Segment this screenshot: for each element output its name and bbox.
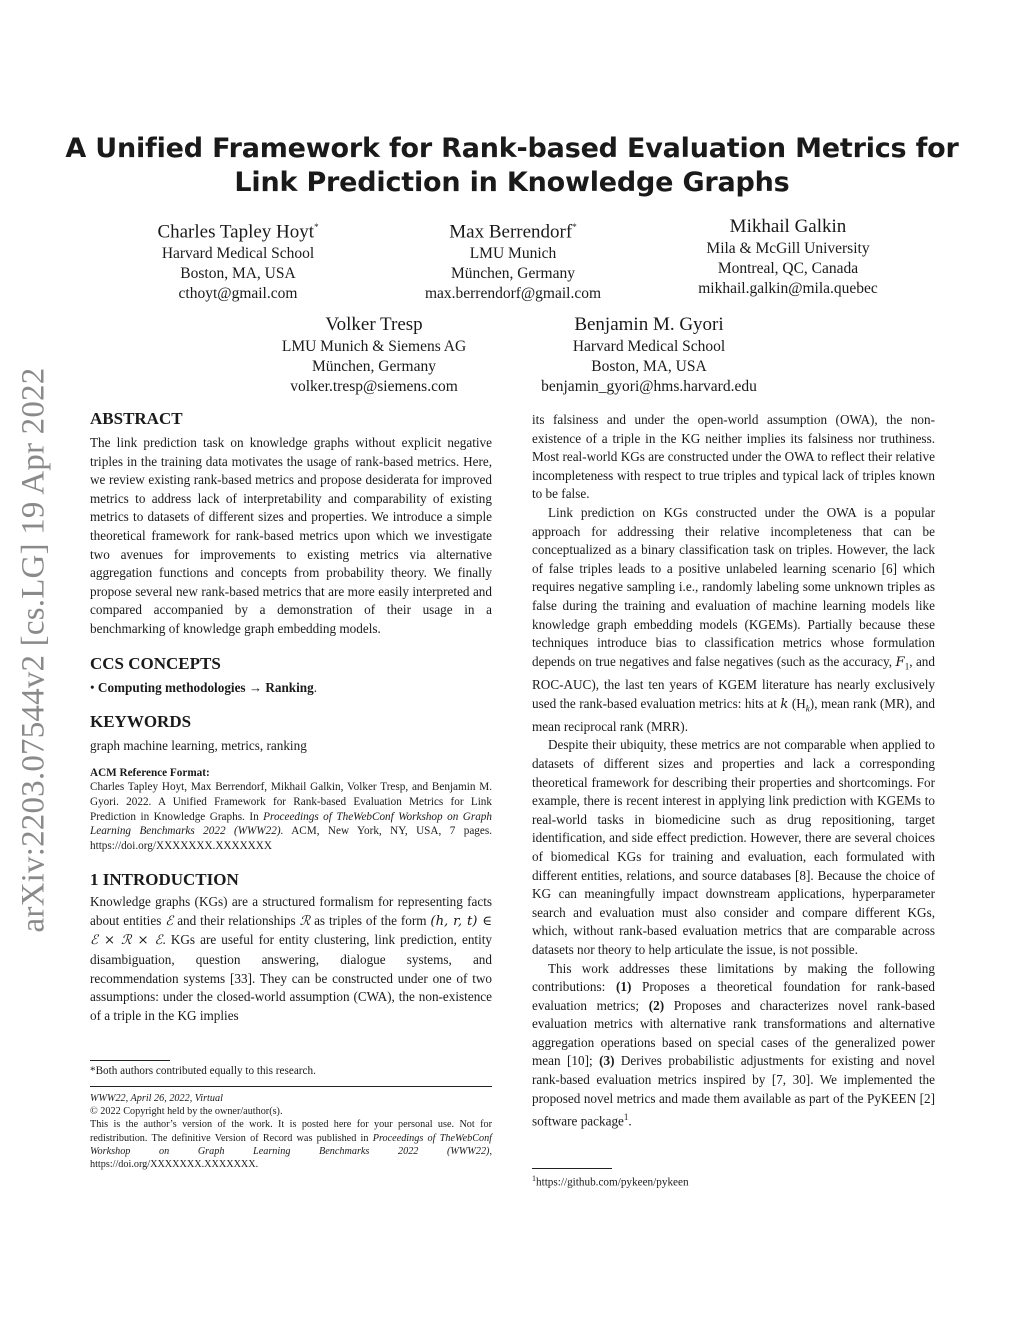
- bullet: •: [90, 679, 95, 695]
- right-paragraph-4: This work addresses these limitations by making the following contributions: (1) Proposes a theoretical foundation for rank-based evaluation metrics; (2) Proposes and characterizes novel rank-based evaluation metrics with alternative rank transformations and alternative aggregation operations based on special cases of the generalized power mean [10]; (3) Derives probabilistic adjustments for existing and novel rank-based evaluation metrics inspired by [7, 30]. We implemented the proposed novel metrics and made them available as part of the PyKEEN [2] software package$^1$.: [532, 960, 936, 1129]
- author-email: mikhail.galkin@mila.quebec: [698, 280, 878, 297]
- entity-set-symbol: ℰ: [165, 913, 174, 929]
- author-affiliation: LMU Munich & Siemens AG: [281, 338, 467, 355]
- paper-title: [60, 132, 964, 200]
- author-email: volker.tresp@siemens.com: [290, 378, 458, 395]
- copyright-line: © 2022 Copyright held by the owner/author(s).: [90, 1106, 283, 1118]
- introduction-heading: 1 INTRODUCTION: [90, 870, 239, 890]
- keywords-text: graph machine learning, metrics, ranking: [90, 738, 307, 754]
- ccs-item-computing: Computing methodologies: [97, 679, 246, 695]
- title-line-2: Link Prediction in Knowledge Graphs: [234, 167, 790, 198]
- title-line-1: A Unified Framework for Rank-based Evaluation Metrics for: [65, 133, 959, 164]
- ccs-heading: CCS CONCEPTS: [90, 653, 221, 673]
- copyright-text: This is the author’s version of the work. It is posted here for your personal use. Not for redistribution. The definitive Version of Record was published in: [90, 1119, 492, 1144]
- author-location: Boston, MA, USA: [180, 265, 296, 283]
- author-block-5: [499, 313, 799, 397]
- equal-contribution-mark: *: [314, 222, 319, 232]
- keywords-heading: KEYWORDS: [90, 712, 192, 732]
- triple-formula: (h, r, t) ∈ ℰ × ℛ × ℰ: [90, 913, 492, 949]
- author-footnote: *Both authors contributed equally to this research.: [90, 1065, 316, 1077]
- ccs-arrow: →: [248, 679, 263, 695]
- abstract-heading: ABSTRACT: [90, 409, 183, 428]
- author-name: Max Berrendorf: [449, 221, 573, 243]
- copyright-block: [90, 1092, 492, 1171]
- author-block-4: [224, 313, 524, 397]
- author-email: max.berrendorf@gmail.com: [424, 285, 602, 303]
- author-block-3: [638, 215, 938, 299]
- author-affiliation: Mila & McGill University: [706, 240, 870, 257]
- author-affiliation: Harvard Medical School: [161, 245, 315, 263]
- right-paragraph-2: Link prediction on KGs constructed under the OWA is a popular approach for addressing their relative incompleteness that can be conceptualized as a binary classification task on triples. However, the lack of false triples leads to a positive unlabeled learning scenario [6] which requires negative sampling i.e., randomly labeling some unknown triples as false during the training and evaluation of machine learning models like knowledge graph embedding models (KGEMs). Partially because these techniques introduce bias to classification metrics whose formulation depends on true negatives and false negatives (such as the accuracy, $F_1$, and ROC-AUC), the last ten years of KGEM literature has nearly exclusively used the rank-based evaluation metrics: hits at k $(H_k)$, mean rank (MR), and mean reciprocal rank (MRR).: [532, 504, 935, 734]
- author-name: Volker Tresp: [325, 314, 423, 335]
- f1-symbol: F: [895, 654, 905, 670]
- footnote-rule-right: [532, 1168, 612, 1169]
- author-email: benjamin_gyori@hms.harvard.edu: [541, 378, 757, 395]
- author-location: München, Germany: [451, 265, 575, 283]
- acm-reference-label: ACM Reference Format:: [90, 766, 210, 779]
- abstract-text: The link prediction task on knowledge graphs without explicit negative triples in the training data motivates the usage of rank-based metrics. Here, we review existing rank-based metrics and propose desiderata for improved metrics to address lack of interpretability and comparability of existing metrics to datasets of different sizes and properties. We introduce a simple theoretical framework for rank-based metrics upon which we investigate two avenues for improvements to existing metrics via alternative aggregation functions and concepts from probability theory. We finally propose several new rank-based metrics that are more easily interpreted and compared accompanied by a demonstration of their usage in a benchmarking of knowledge graph embedding models.: [90, 435, 492, 636]
- left-column: [90, 408, 492, 1025]
- author-block-1: [88, 215, 388, 304]
- footnote-rule: [90, 1060, 170, 1061]
- author-location: Boston, MA, USA: [591, 358, 707, 375]
- author-email: cthoyt@gmail.com: [178, 285, 298, 303]
- author-location: München, Germany: [312, 358, 436, 375]
- equal-contribution-mark: *: [572, 222, 577, 232]
- acm-reference-text-end: ACM, New York, NY, USA, 7 pages. https://doi.org/XXXXXXX.XXXXXXX: [90, 825, 492, 852]
- arxiv-identifier: arXiv:2203.07544v2 [cs.LG] 19 Apr 2022: [15, 367, 52, 933]
- relation-set-symbol: ℛ: [299, 913, 311, 929]
- author-affiliation: LMU Munich: [469, 245, 557, 263]
- right-column: [532, 411, 935, 1131]
- k-symbol: k: [780, 696, 789, 712]
- author-location: Montreal, QC, Canada: [717, 260, 859, 277]
- author-name: Charles Tapley Hoyt: [157, 221, 315, 243]
- author-affiliation: Harvard Medical School: [572, 338, 726, 355]
- copyright-rule: [90, 1086, 492, 1087]
- author-name: Benjamin M. Gyori: [574, 314, 724, 335]
- pykeen-footnote: $^1$https://github.com/pykeen/pykeen: [532, 1174, 689, 1189]
- intro-paragraph: Knowledge graphs (KGs) are a structured formalism for representing facts about entities ℰ and their relationships ℛ as triples of the form (h, r, t) ∈ ℰ × ℛ × ℰ. KGs are useful for entity clustering, link prediction, entity disambiguation, question answering, dialogue systems, and recommendation systems [33]. They can be constructed under one of two assumptions: under the closed-world assumption (CWA), the non-existence of a triple in the KG implies: [90, 894, 492, 1023]
- arxiv-sidebar-stamp: [14, 360, 54, 940]
- copyright-doi: , https://doi.org/XXXXXXX.XXXXXXX.: [90, 1145, 492, 1171]
- right-paragraph-1: its falsiness and under the open-world assumption (OWA), the non-existence of a triple in the KG neither implies its falsiness nor truthiness. Most real-world KGs are constructed under the OWA to reflect their relative incompleteness with respect to true triples and typical lack of triples known to be false.: [532, 412, 935, 502]
- footnote-marker: 1: [623, 1112, 629, 1123]
- author-block-2: [363, 215, 663, 304]
- acm-reference-text: Charles Tapley Hoyt, Max Berrendorf, Mikhail Galkin, Volker Tresp, and Benjamin M. Gyori. 2022. A Unified Framework for Rank-based Evaluation Metrics for Link Prediction in Knowledge Graphs. In: [90, 781, 492, 823]
- copyright-venue: Proceedings of TheWebConf Workshop on Graph Learning Benchmarks 2022 (WWW22): [90, 1132, 493, 1157]
- ccs-item-ranking: Ranking: [265, 679, 314, 695]
- acm-reference: [90, 766, 492, 854]
- acm-reference-venue: Proceedings of TheWebConf Workshop on Graph Learning Benchmarks 2022 (WWW22).: [90, 810, 492, 838]
- ccs-concepts: [90, 679, 492, 698]
- right-paragraph-3: Despite their ubiquity, these metrics are not comparable when applied to datasets of different sizes and properties and lack a corresponding theoretical framework for describing their properties and shortcomings. For example, there is recent interest in applying link prediction with KGEMs to real-world tasks in biomedicine such as drug repositioning, target identification, and side effect prediction. However, there are several choices of biomedical KGs for training and evaluation, each formulated with different entities, relations, and source databases [8]. Because the choice of KG can meaningfully impact downstream applications, hyperparameter search and evaluation must also consider and compare different KGs, which, without rank-based evaluation metrics that are comparable across datasets nor theory to help articulate the issue, is not possible.: [532, 737, 935, 957]
- ccs-period: .: [313, 679, 318, 695]
- author-name: Mikhail Galkin: [729, 216, 847, 237]
- pykeen-url: https://github.com/pykeen/pykeen: [536, 1176, 689, 1189]
- conference-venue: WWW22, April 26, 2022, Virtual: [90, 1093, 223, 1104]
